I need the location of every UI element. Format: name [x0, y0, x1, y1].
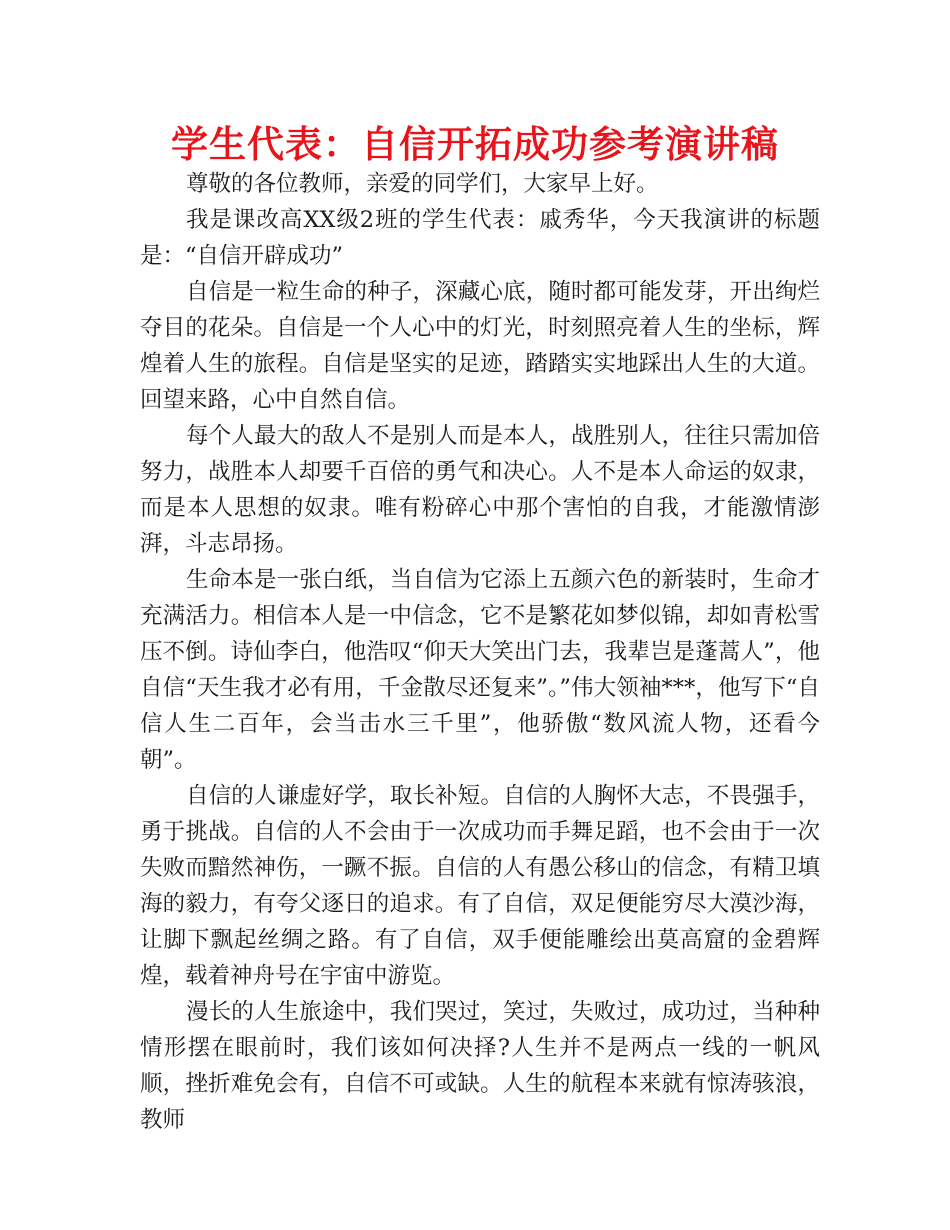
document-body: [140, 166, 820, 1138]
paragraph-introduction: 我是课改高XX级2班的学生代表：戚秀华，今天我演讲的标题是：“自信开辟成功”: [140, 207, 820, 269]
paragraph-body: 自信的人谦虚好学，取长补短。自信的人胸怀大志，不畏强手，勇于挑战。自信的人不会由于一次成功而手舞足蹈，也不会由于一次失败而黯然神伤，一蹶不振。自信的人有愚公移山的信念，有精卫填海的毅力，有夸父逐日的追求。有了自信，双足便能穷尽大漠沙海，让脚下飘起丝绸之路。有了自信，双手便能雕绘出莫高窟的金碧辉煌，载着神舟号在宇宙中游览。: [140, 783, 820, 989]
paragraph-body: 漫长的人生旅途中，我们哭过，笑过，失败过，成功过，当种种情形摆在眼前时，我们该如何决择?人生并不是两点一线的一帆风顺，挫折难免会有，自信不可或缺。人生的航程本来就有惊涛骇浪，教师: [140, 999, 820, 1133]
paragraph-body: 自信是一粒生命的种子，深藏心底，随时都可能发芽，开出绚烂夺目的花朵。自信是一个人心中的灯光，时刻照亮着人生的坐标，辉煌着人生的旅程。自信是坚实的足迹，踏踏实实地踩出人生的大道。回望来路，心中自然自信。: [140, 279, 820, 413]
document-title: 学生代表：自信开拓成功参考演讲稿: [171, 123, 779, 166]
paragraph-greeting: 尊敬的各位教师，亲爱的同学们，大家早上好。: [186, 171, 659, 197]
paragraph-body: 每个人最大的敌人不是别人而是本人，战胜别人，往往只需加倍努力，战胜本人却要千百倍的勇气和决心。人不是本人命运的奴隶，而是本人思想的奴隶。唯有粉碎心中那个害怕的自我，才能激情澎湃，斗志昂扬。: [140, 423, 820, 557]
paragraph-body: 生命本是一张白纸，当自信为它添上五颜六色的新装时，生命才充满活力。相信本人是一中信念，它不是繁花如梦似锦，却如青松雪压不倒。诗仙李白，他浩叹“仰天大笑出门去，我辈岂是蓬蒿人”，他自信“天生我才必有用，千金散尽还复来”。”伟大领袖***，他写下“自信人生二百年，会当击水三千里”，他骄傲“数风流人物，还看今朝”。: [140, 567, 820, 773]
